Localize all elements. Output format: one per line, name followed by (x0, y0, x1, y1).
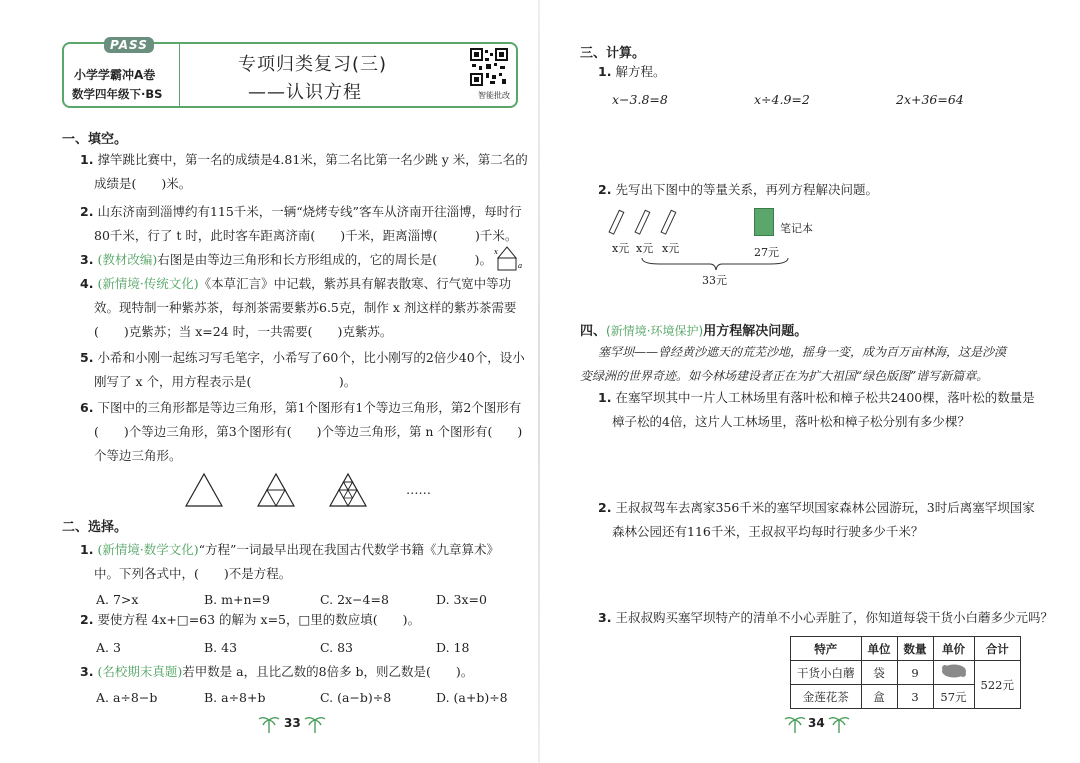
total-brace (640, 256, 790, 272)
fill-q5: 5. 小希和小刚一起练习写毛笔字，小希写了60个，比小刚写的2倍少40个，设小 刚写了 x 个，用方程表示是( )。 (80, 350, 525, 389)
equation-1: x−3.8=8 (612, 92, 668, 107)
qr-code-icon[interactable] (470, 48, 508, 86)
page-subtitle: ——认识方程 (248, 82, 362, 103)
equation-3: 2x+36=64 (896, 92, 964, 107)
pen-2-icon (635, 210, 650, 234)
choice-q3-option-d[interactable]: D. (a+b)÷8 (436, 690, 508, 705)
fill-q2: 2. 山东济南到淄博约有115千米，一辆“烧烤专线”客车从济南开往淄博，每时行 80千米，行了 t 时，此时客车距离济南( )千米，距离淄博( )千米。 (80, 204, 522, 243)
table-cell: 盒 (861, 685, 897, 709)
pens-figure (606, 204, 726, 242)
calc-q2: 2. 先写出下图中的等量关系，再列方程解决问题。 (598, 182, 878, 197)
qr-label: 智能批改 (478, 91, 510, 100)
page-title: 专项归类复习(三) (238, 54, 388, 75)
table-cell-total: 522元 (974, 661, 1020, 709)
ink-stain-icon (940, 663, 968, 679)
choice-q1-option-b[interactable]: B. m+n=9 (204, 592, 270, 607)
choice-q1-option-c[interactable]: C. 2x−4=8 (320, 592, 389, 607)
intro-text: 塞罕坝——曾经黄沙遮天的荒芜沙地，摇身一变，成为百万亩林海，这是沙漠 变绿洲的世界奇迹。如今林场建设者正在为扩大祖国“绿色版图”谱写新篇章。 (580, 345, 1007, 383)
brand-line-2: 数学四年级下·BS (72, 87, 163, 101)
table-cell: 金莲花茶 (791, 685, 862, 709)
fill-q1: 1. 撑竿跳比赛中，第一名的成绩是4.81米，第二名比第一名少跳 y 米，第二名的 成绩是( )米。 (80, 152, 528, 191)
choice-q3-option-b[interactable]: B. a÷8+b (204, 690, 266, 705)
choice-q2-option-a[interactable]: A. 3 (96, 640, 121, 655)
choice-q2-option-c[interactable]: C. 83 (320, 640, 353, 655)
sequence-ellipsis: …… (406, 482, 431, 497)
section-fill-blank: 一、填空。 (62, 132, 128, 147)
notebook-label: 笔记本 (780, 222, 813, 235)
section-word-problems: 四、(新情境·环境保护)用方程解决问题。 (580, 324, 808, 339)
col-header-price: 单价 (933, 637, 974, 661)
choice-q2-option-d[interactable]: D. 18 (436, 640, 470, 655)
word-problem-2: 2. 王叔叔驾车去离家356千米的塞罕坝国家森林公园游玩，3时后离塞罕坝国家 森林公园还有116千米，王叔叔平均每时行驶多少千米？ (598, 500, 1035, 539)
table-cell: 9 (897, 661, 933, 685)
triangle-figure-2 (258, 474, 294, 506)
pen-price-1: x元 (612, 242, 630, 255)
purchase-table (790, 636, 1021, 709)
palm-left-icon (258, 712, 280, 734)
table-cell-stain (933, 661, 974, 685)
page-number-left: 33 (284, 716, 301, 730)
total-price: 33元 (702, 274, 727, 287)
page-number-right: 34 (808, 716, 825, 730)
palm-right-icon-2 (828, 712, 850, 734)
choice-q3-option-c[interactable]: C. (a−b)÷8 (320, 690, 392, 705)
fill-q3: 3. (教材改编)右图是由等边三角形和长方形组成的，它的周长是( )。 (80, 252, 492, 267)
triangle-rectangle-figure (494, 244, 524, 274)
triangle-figure-1 (186, 474, 222, 506)
triangle-figure-3 (330, 474, 366, 506)
choice-q1-option-a[interactable]: A. 7>x (96, 592, 139, 607)
section-calculate: 三、计算。 (580, 46, 646, 61)
table-cell: 57元 (933, 685, 974, 709)
pen-3-icon (661, 210, 676, 234)
pen-price-3: x元 (662, 242, 680, 255)
brand-box (64, 38, 180, 106)
brand-line-1: 小学学霸冲A卷 (74, 68, 156, 82)
pen-1-icon (609, 210, 624, 234)
table-cell: 干货小白蘑 (791, 661, 862, 685)
fill-q4: 4. (新情境·传统文化)《本草汇言》中记载，紫苏具有解表散寒、行气宽中等功 效。现特制一种紫苏茶，每剂茶需要紫苏6.5克，制作 x 剂这样的紫苏茶需要 ( )克紫苏；当 x=24 时，一共需要( )克紫苏。 (80, 276, 517, 339)
table-cell: 3 (897, 685, 933, 709)
col-header-quantity: 数量 (897, 637, 933, 661)
pass-logo: PASS (104, 37, 154, 53)
palm-left-icon-2 (784, 712, 806, 734)
notebook-icon (754, 208, 774, 236)
equation-2: x÷4.9=2 (754, 92, 810, 107)
col-header-unit: 单位 (861, 637, 897, 661)
choice-q1-option-d[interactable]: D. 3x=0 (436, 592, 487, 607)
choice-q2: 2. 要使方程 4x+□=63 的解为 x=5，□里的数应填( )。 (80, 612, 421, 627)
section-choice: 二、选择。 (62, 520, 128, 535)
choice-q3-option-a[interactable]: A. a÷8−b (96, 690, 158, 705)
page-header (62, 38, 518, 108)
calc-q1: 1. 解方程。 (598, 64, 666, 79)
triangle-sequence-figure (184, 470, 384, 510)
choice-q2-option-b[interactable]: B. 43 (204, 640, 238, 655)
col-header-total: 合计 (974, 637, 1020, 661)
word-problem-3: 3. 王叔叔购买塞罕坝特产的清单不小心弄脏了，你知道每袋干货小白蘑多少元吗？ (598, 610, 1053, 625)
choice-q3: 3. (名校期末真题)若甲数是 a，且比乙数的8倍多 b，则乙数是( )。 (80, 664, 474, 679)
table-cell: 袋 (861, 661, 897, 685)
figure-label-a: a (518, 262, 523, 270)
pen-price-2: x元 (636, 242, 654, 255)
notebook-price: 27元 (754, 246, 779, 259)
palm-right-icon (304, 712, 326, 734)
word-problem-1: 1. 在塞罕坝其中一片人工林场里有落叶松和樟子松共2400棵，落叶松的数量是 樟子松的4倍，这片人工林场里，落叶松和樟子松分别有多少棵？ (598, 390, 1035, 429)
choice-q1: 1. (新情境·数学文化)“方程”一词最早出现在我国古代数学书籍《九章算术》 中。下列各式中，( )不是方程。 (80, 542, 499, 581)
col-header-product: 特产 (791, 637, 862, 661)
figure-label-x: x (494, 248, 498, 256)
fill-q6: 6. 下图中的三角形都是等边三角形，第1个图形有1个等边三角形，第2个图形有 ( )个等边三角形，第3个图形有( )个等边三角形，第 n 个图形有( ) 个等边三角形。 (80, 400, 523, 463)
table-row (791, 661, 1021, 685)
table-header-row (791, 637, 1021, 661)
